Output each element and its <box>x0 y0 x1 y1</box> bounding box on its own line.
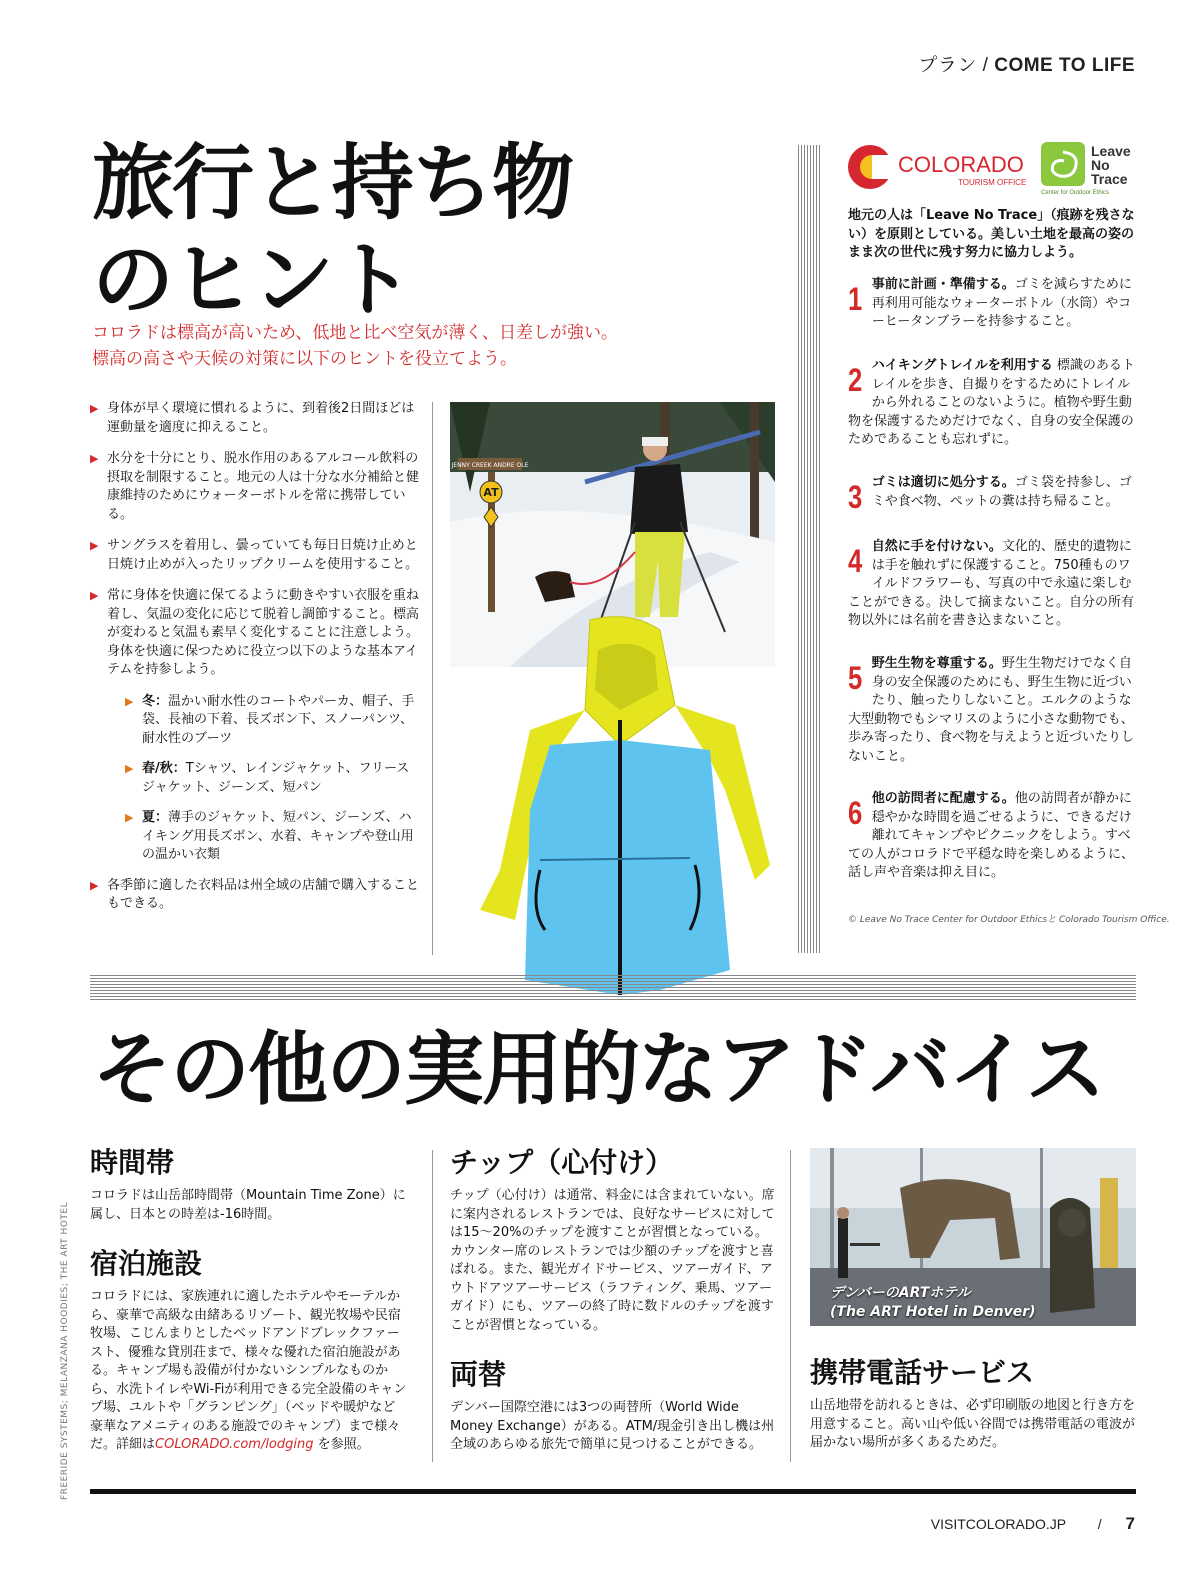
advice-column-3 <box>810 1355 1140 1453</box>
season-text: Tシャツ、レインジャケット、フリースジャケット、ジーンズ、短パン <box>142 761 410 795</box>
title-line-1: 旅行と持ち物 <box>92 136 573 231</box>
hotel-caption-jp: デンバーのARTホテル <box>830 1285 971 1301</box>
tip-item <box>90 537 420 574</box>
lnt-logo-line1: Leave <box>1091 143 1131 159</box>
lnt-credit: © Leave No Trace Center for Outdoor Ethicsと Colorado Tourism Office. <box>848 915 1170 925</box>
tip-heading: チップ（心付け） <box>450 1146 674 1179</box>
lodging-body: コロラドには、家族連れに適したホテルやモーテルから、豪華で高級な由緒あるリゾート、観光牧場や民宿牧場、こじんまりとしたベッドアンドブレックファースト、優雅な貸別荘まで、様々な優れた宿泊施設がある。キャンプ場も設備が付かないシンプルなものから、水洗トイレやWi-Fiが利用できる完全設備のキャンプ場、ユルトや「グランピング」（ベッドや暖炉など豪華なアメニティのある施設でのキャンプ）まで様々だ。詳細は <box>90 1289 407 1452</box>
column-divider <box>790 1150 791 1462</box>
lnt-intro: 地元の人は「Leave No Trace」（痕跡を残さない）を原則としている。美しい土地を最高の姿のまま次の世代に残す努力に協力しよう。 <box>848 208 1135 260</box>
footer-separator: / <box>1097 1516 1102 1532</box>
lodging-text <box>90 1288 408 1455</box>
trail-sign-top-text: JENNY CREEK ANDRE OLE <box>451 462 529 469</box>
time-heading: 時間帯 <box>90 1146 175 1179</box>
rule-number: 5 <box>848 660 863 696</box>
partner-logos <box>848 140 1138 196</box>
header-section: プラン <box>918 55 977 76</box>
colorado-logo-sub: TOURISM OFFICE <box>958 178 1027 187</box>
rule-number: 6 <box>848 795 863 831</box>
triangle-bullet-icon: ▶ <box>125 762 134 775</box>
lnt-rule <box>848 538 1136 631</box>
lnt-rule <box>848 357 1136 450</box>
tip-text: 水分を十分にとり、脱水作用のあるアルコール飲料の摂取を制限すること。地元の人は十分な水分補給と健康維持のためにウォーターボトルを常に携帯している。 <box>107 451 420 522</box>
triangle-bullet-icon: ▶ <box>125 694 134 708</box>
rule-head: 自然に手を付けない。 <box>871 539 1002 554</box>
rule-text: ゴミを減らすために再利用可能なウォーターボトル（水筒）やコーヒータンブラーを持参すること。 <box>871 277 1132 329</box>
tip-text: チップ（心付け）は通常、料金には含まれていない。席に案内されるレストランでは、良好なサービスに対しては15～20%のチップを渡すことが習慣となっている。カウンター席のレストランでは少額のチップを渡すと喜ばれる。また、観光ガイドサービス、ツアーガイド、アウトドアツアーサービス（ラフティング、乗馬、ツアーガイド）にも、ツアーの終了時に数ドルのチップを渡すことが習慣となっている。 <box>450 1188 775 1333</box>
time-text: コロラドは山岳部時間帯（Mountain Time Zone）に属し、日本との時差は-16時間。 <box>90 1188 406 1222</box>
rule-text: 標識のあるトレイルを歩き、自撮りをするためにトレイルから外れることのないように。植物や野生動物を保護するためだけでなく、自身の安全保護のためであることも忘れずに。 <box>848 358 1135 447</box>
footer-rule <box>90 1489 1136 1494</box>
mobile-heading: 携帯電話サービス <box>810 1356 1035 1389</box>
triangle-bullet-icon: ▶ <box>90 878 99 892</box>
advice-title: その他の実用的なアドバイス <box>92 1023 1104 1116</box>
lnt-rule <box>848 276 1136 332</box>
lodging-end: を参照。 <box>317 1437 370 1452</box>
mobile-text: 山岳地帯を訪れるときは、必ず印刷版の地図と行き方を用意すること。高い山や低い谷間では携帯電話の電波が届かない場所が多くあるためだ。 <box>810 1398 1136 1450</box>
advice-column-1 <box>90 1145 408 1455</box>
rule-number: 2 <box>848 362 863 398</box>
rule-text: 文化的、歴史的遺物には手を触れずに保護すること。750種ものワイルドフラワーも、写真の中で永遠に楽しむことができる。決して摘まないこと。自分の所有物以外には名前を書き込まないこと。 <box>848 539 1135 628</box>
stripe-divider <box>798 145 820 953</box>
lnt-rule <box>848 474 1136 514</box>
triangle-bullet-icon: ▶ <box>90 539 99 552</box>
season-item <box>125 809 420 865</box>
header-title: COME TO LIFE <box>994 55 1135 76</box>
triangle-bullet-icon: ▶ <box>90 402 99 415</box>
lnt-swirl-icon <box>1041 142 1085 186</box>
tip-text: サングラスを着用し、曇っていても毎日日焼け止めと日焼け止めが入ったリップクリームを使用すること。 <box>107 538 419 572</box>
photo-credit: FREERIDE SYSTEMS; MELANZANA HOODIES; THE ART HOTEL <box>60 1201 70 1500</box>
tips-list <box>90 400 420 927</box>
tip-text: 常に身体を快適に保てるように動きやすい衣服を重ね着し、気温の変化に応じて脱着し調節すること。標高が変わると気温も素早く変化することに注意しよう。身体を快適に保つために役立つ以下のような基本アイテムを持参しよう。 <box>107 588 420 677</box>
exchange-heading: 両替 <box>450 1358 507 1391</box>
exchange-text: デンバー国際空港には3つの両替所（World Wide Money Exchange）がある。ATM/現金引き出し機は州全域のあらゆる旅先で簡単に見つけることができる。 <box>450 1400 775 1452</box>
hotel-caption-en: (The ART Hotel in Denver) <box>830 1304 1036 1320</box>
colorado-logo-text: COLORADO <box>898 152 1024 177</box>
subtitle-line-1: コロラドは標高が高いため、低地と比べ空気が薄く、日差しが強い。 <box>92 323 618 343</box>
rule-text: 野生生物だけでなく自身の安全保護のためにも、野生生物に近づいたり、触ったりしないこと。エルクのような大型動物でもシマリスのように小さな動物でも、歩み寄ったり、食べ物を与えようと近づいたりしないこと。 <box>848 656 1135 764</box>
season-text: 温かい耐水性のコートやパーカ、帽子、手袋、長袖の下着、長ズボン下、スノーパンツ、耐水性のブーツ <box>142 693 415 746</box>
advice-column-2 <box>450 1145 780 1455</box>
triangle-bullet-icon: ▶ <box>125 811 134 824</box>
stripe-separator <box>90 975 1136 1001</box>
header-separator: / <box>976 55 995 76</box>
page-footer <box>931 1514 1135 1534</box>
triangle-bullet-icon: ▶ <box>90 589 99 602</box>
jacket-image <box>470 610 780 1000</box>
tip-item <box>90 877 420 914</box>
season-item <box>125 760 420 797</box>
rule-head: 他の訪問者に配慮する。 <box>871 791 1015 806</box>
trail-sign-text: AT <box>483 486 499 499</box>
rule-head: 事前に計画・準備する。 <box>871 277 1015 292</box>
tip-text: 各季節に適した衣料品は州全域の店舗で購入することもできる。 <box>107 877 420 911</box>
hotel-caption <box>830 1284 1036 1322</box>
season-head: 春/秋： <box>142 761 186 776</box>
season-head: 夏： <box>142 810 169 825</box>
season-item <box>125 693 420 749</box>
tip-item <box>90 450 420 524</box>
rule-text: 他の訪問者が静かに穏やかな時間を過ごせるように、できるだけ離れてキャンプやピクニックをしよう。すべての人がコロラドで平穏な時を楽しめるように、話し声や音楽は抑え目に。 <box>848 791 1135 880</box>
footer-site[interactable]: VISITCOLORADO.JP <box>930 1516 1066 1532</box>
rule-number: 3 <box>848 479 863 515</box>
page-header <box>918 50 1135 77</box>
subtitle-line-2: 標高の高さや天候の対策に以下のヒントを役立てよう。 <box>92 349 517 369</box>
lnt-rule <box>848 655 1136 766</box>
triangle-bullet-icon: ▶ <box>90 452 99 465</box>
lnt-rule <box>848 790 1136 883</box>
lodging-link[interactable]: COLORADO.com/lodging <box>155 1437 314 1452</box>
tip-item <box>90 400 420 437</box>
lodging-heading: 宿泊施設 <box>90 1247 203 1280</box>
rule-number: 4 <box>848 543 863 579</box>
rule-text: ゴミ袋を持参し、ゴミや食べ物、ペットの糞は持ち帰ること。 <box>871 475 1132 509</box>
season-head: 冬： <box>142 693 169 709</box>
rule-head: ゴミは適切に処分する。 <box>871 475 1015 490</box>
page-subtitle <box>92 320 652 372</box>
column-divider <box>432 402 433 955</box>
season-text: 薄手のジャケット、短パン、ジーンズ、ハイキング用長ズボン、水着、キャンプや登山用の温かい衣類 <box>142 810 414 862</box>
tip-item <box>90 587 420 680</box>
page-title <box>92 135 672 329</box>
rule-head: ハイキングトレイルを利用する <box>871 358 1053 373</box>
lnt-logo-sub: Center for Outdoor Ethics <box>1041 190 1110 196</box>
rule-number: 1 <box>848 281 863 317</box>
page-number: 7 <box>1125 1514 1135 1533</box>
tip-text: 身体が早く環境に慣れるように、到着後2日間ほどは運動量を適度に抑えること。 <box>107 401 415 435</box>
title-line-2: のヒント <box>92 233 413 328</box>
lnt-logo-line2: No <box>1091 157 1110 173</box>
column-divider <box>432 1150 433 1462</box>
rule-head: 野生生物を尊重する。 <box>871 656 1002 671</box>
lnt-logo-line3: Trace <box>1091 171 1128 187</box>
